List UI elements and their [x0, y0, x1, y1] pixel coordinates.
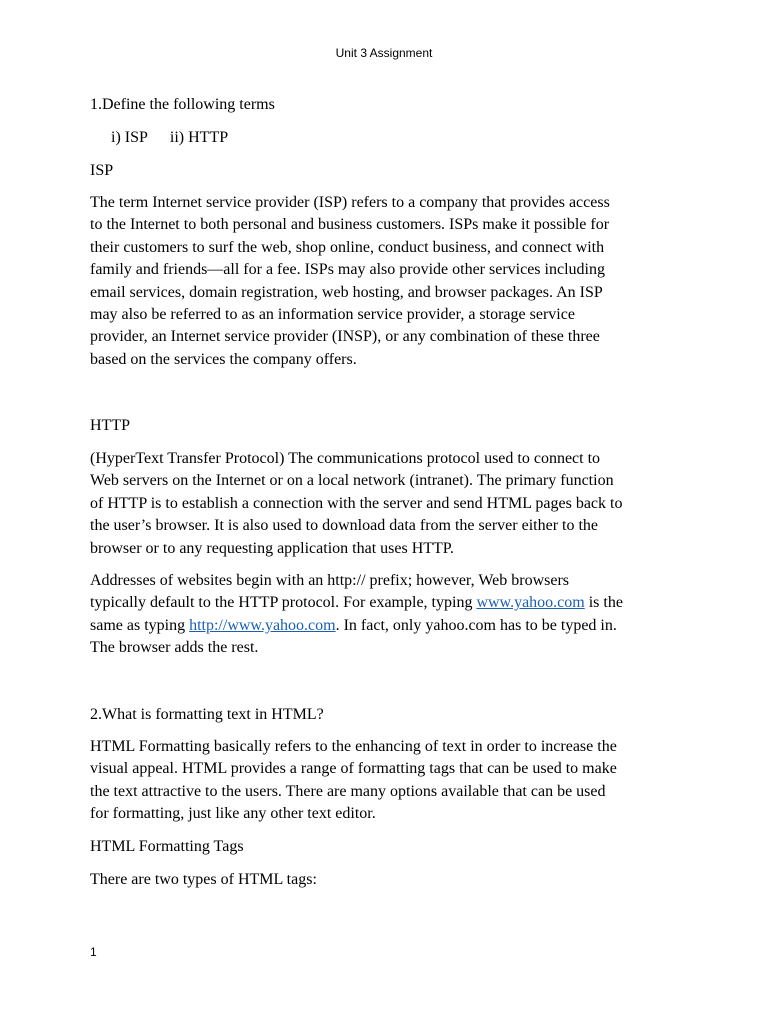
addresses-line — [90, 592, 690, 614]
http-line: browser or to any requesting application that uses HTTP. — [90, 539, 454, 557]
isp-line: may also be referred to as an information service provider, a storage service — [90, 306, 575, 324]
isp-paragraph — [90, 192, 690, 371]
http-line: the user’s browser. It is also used to download data from the server either to the — [90, 517, 599, 535]
http-heading: HTTP — [90, 417, 130, 434]
http-line: of HTTP is to establish a connection with the server and send HTML pages back to — [90, 494, 623, 512]
addresses-text: . In fact, only yahoo.com has to be typed in. — [335, 616, 617, 634]
addresses-text: same as typing — [90, 616, 190, 634]
formatting-tags-heading: HTML Formatting Tags — [90, 838, 244, 855]
addresses-text: typically default to the HTTP protocol. For example, typing — [90, 594, 477, 612]
addresses-line: Addresses of websites begin with an http:// prefix; however, Web browsers — [90, 572, 570, 589]
formatting-paragraph — [90, 736, 690, 826]
isp-line: The term Internet service provider (ISP) refers to a company that provides access — [90, 194, 610, 211]
tag-types-line: There are two types of HTML tags: — [90, 871, 317, 888]
addresses-line: The browser adds the rest. — [90, 639, 259, 657]
http-line: (HyperText Transfer Protocol) The communications protocol used to connect to — [90, 450, 601, 467]
isp-line: email services, domain registration, web hosting, and browser packages. An ISP — [90, 283, 603, 301]
yahoo-link[interactable]: www.yahoo.com — [476, 594, 585, 612]
addresses-text: is the — [584, 594, 623, 612]
http-line: Web servers on the Internet or on a local network (intranet). The primary function — [90, 472, 614, 490]
page-number: 1 — [90, 945, 97, 959]
isp-heading: ISP — [90, 162, 114, 179]
formatting-line: HTML Formatting basically refers to the enhancing of text in order to increase the — [90, 738, 617, 755]
question-2-heading: 2.What is formatting text in HTML? — [90, 706, 324, 723]
http-addresses-paragraph — [90, 570, 690, 660]
isp-line: their customers to surf the web, shop online, conduct business, and connect with — [90, 238, 605, 256]
formatting-line: for formatting, just like any other text editor. — [90, 805, 376, 823]
item-isp: i) ISP — [111, 129, 148, 146]
addresses-line — [90, 615, 690, 637]
formatting-line: visual appeal. HTML provides a range of formatting tags that can be used to make — [90, 760, 617, 778]
yahoo-http-link[interactable]: http://www.yahoo.com — [189, 616, 336, 634]
http-paragraph — [90, 448, 690, 560]
isp-line: family and friends—all for a fee. ISPs may also provide other services including — [90, 261, 605, 279]
isp-line: to the Internet to both personal and business customers. ISPs make it possible for — [90, 216, 610, 234]
isp-line: based on the services the company offers. — [90, 350, 357, 368]
page-header: Unit 3 Assignment — [335, 46, 433, 60]
item-http: ii) HTTP — [169, 129, 229, 146]
question-1-heading: 1.Define the following terms — [90, 96, 275, 113]
formatting-line: the text attractive to the users. There are many options available that can be used — [90, 782, 606, 800]
question-1-items — [111, 127, 711, 149]
isp-line: provider, an Internet service provider (INSP), or any combination of these three — [90, 328, 600, 346]
